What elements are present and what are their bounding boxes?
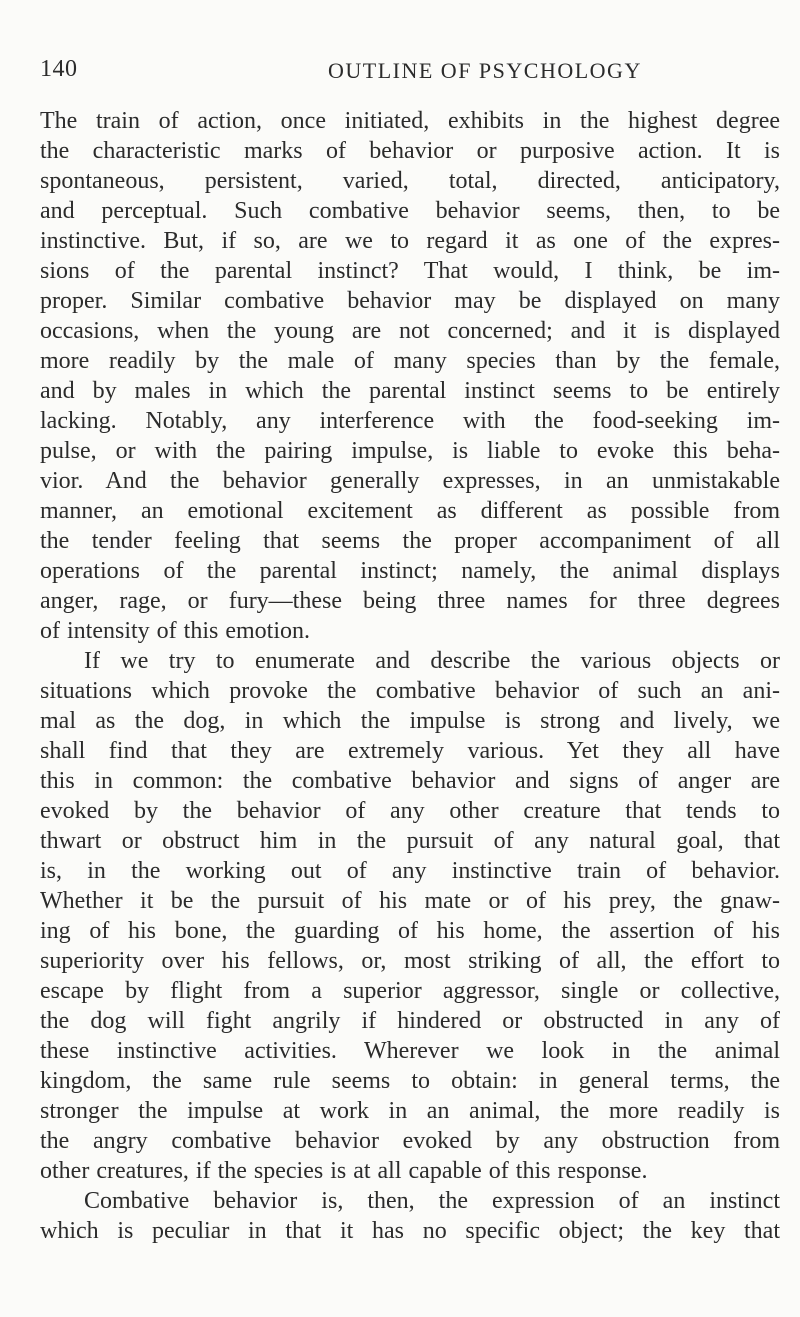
paragraph-start-line: If we try to enumerate and describe the various objects or	[84, 648, 780, 674]
text-line: kingdom, the same rule seems to obtain: in general terms, the	[40, 1068, 780, 1094]
text-line: The train of action, once initiated, exhibits in the highest degree	[40, 108, 780, 134]
text-line: lacking. Notably, any interference with the food-seeking im-	[40, 408, 780, 434]
text-line: the angry combative behavior evoked by any obstruction from	[40, 1128, 780, 1154]
running-title: OUTLINE OF PSYCHOLOGY	[328, 58, 642, 83]
text-line: mal as the dog, in which the impulse is strong and lively, we	[40, 708, 780, 734]
text-line: more readily by the male of many species than by the female,	[40, 348, 780, 374]
text-line: instinctive. But, if so, are we to regard it as one of the expres-	[40, 228, 780, 254]
text-line: anger, rage, or fury—these being three names for three degrees	[40, 588, 780, 614]
text-line: stronger the impulse at work in an animal, the more readily is	[40, 1098, 780, 1124]
text-line: thwart or obstruct him in the pursuit of any natural goal, that	[40, 828, 780, 854]
text-line: spontaneous, persistent, varied, total, directed, anticipatory,	[40, 168, 780, 194]
paragraph-end-line: other creatures, if the species is at all capable of this response.	[40, 1158, 648, 1184]
text-line: shall find that they are extremely various. Yet they all have	[40, 738, 780, 764]
text-line: Whether it be the pursuit of his mate or of his prey, the gnaw-	[40, 888, 780, 914]
text-line: operations of the parental instinct; namely, the animal displays	[40, 558, 780, 584]
text-line: escape by flight from a superior aggressor, single or collective,	[40, 978, 780, 1004]
text-line: evoked by the behavior of any other creature that tends to	[40, 798, 780, 824]
page-number: 140	[40, 56, 78, 82]
body-text	[40, 106, 780, 1246]
text-line: manner, an emotional excitement as different as possible from	[40, 498, 780, 524]
text-line: these instinctive activities. Wherever we look in the animal	[40, 1038, 780, 1064]
text-line: the tender feeling that seems the proper accompaniment of all	[40, 528, 780, 554]
text-line: is, in the working out of any instinctive train of behavior.	[40, 858, 780, 884]
paragraph-end-line: of intensity of this emotion.	[40, 618, 310, 644]
text-line: and by males in which the parental instinct seems to be entirely	[40, 378, 780, 404]
text-line: this in common: the combative behavior and signs of anger are	[40, 768, 780, 794]
text-line: the characteristic marks of behavior or purposive action. It is	[40, 138, 780, 164]
text-line: pulse, or with the pairing impulse, is liable to evoke this beha-	[40, 438, 780, 464]
text-line: occasions, when the young are not concerned; and it is displayed	[40, 318, 780, 344]
text-line: superiority over his fellows, or, most striking of all, the effort to	[40, 948, 780, 974]
running-head	[40, 56, 780, 96]
paragraph-start-line: Combative behavior is, then, the expression of an instinct	[84, 1188, 780, 1214]
text-line: the dog will fight angrily if hindered or obstructed in any of	[40, 1008, 780, 1034]
text-line: vior. And the behavior generally expresses, in an unmistakable	[40, 468, 780, 494]
text-line: proper. Similar combative behavior may be displayed on many	[40, 288, 780, 314]
text-line: ing of his bone, the guarding of his home, the assertion of his	[40, 918, 780, 944]
text-line: and perceptual. Such combative behavior seems, then, to be	[40, 198, 780, 224]
text-line: which is peculiar in that it has no specific object; the key that	[40, 1218, 780, 1244]
text-line: situations which provoke the combative behavior of such an ani-	[40, 678, 780, 704]
text-line: sions of the parental instinct? That would, I think, be im-	[40, 258, 780, 284]
